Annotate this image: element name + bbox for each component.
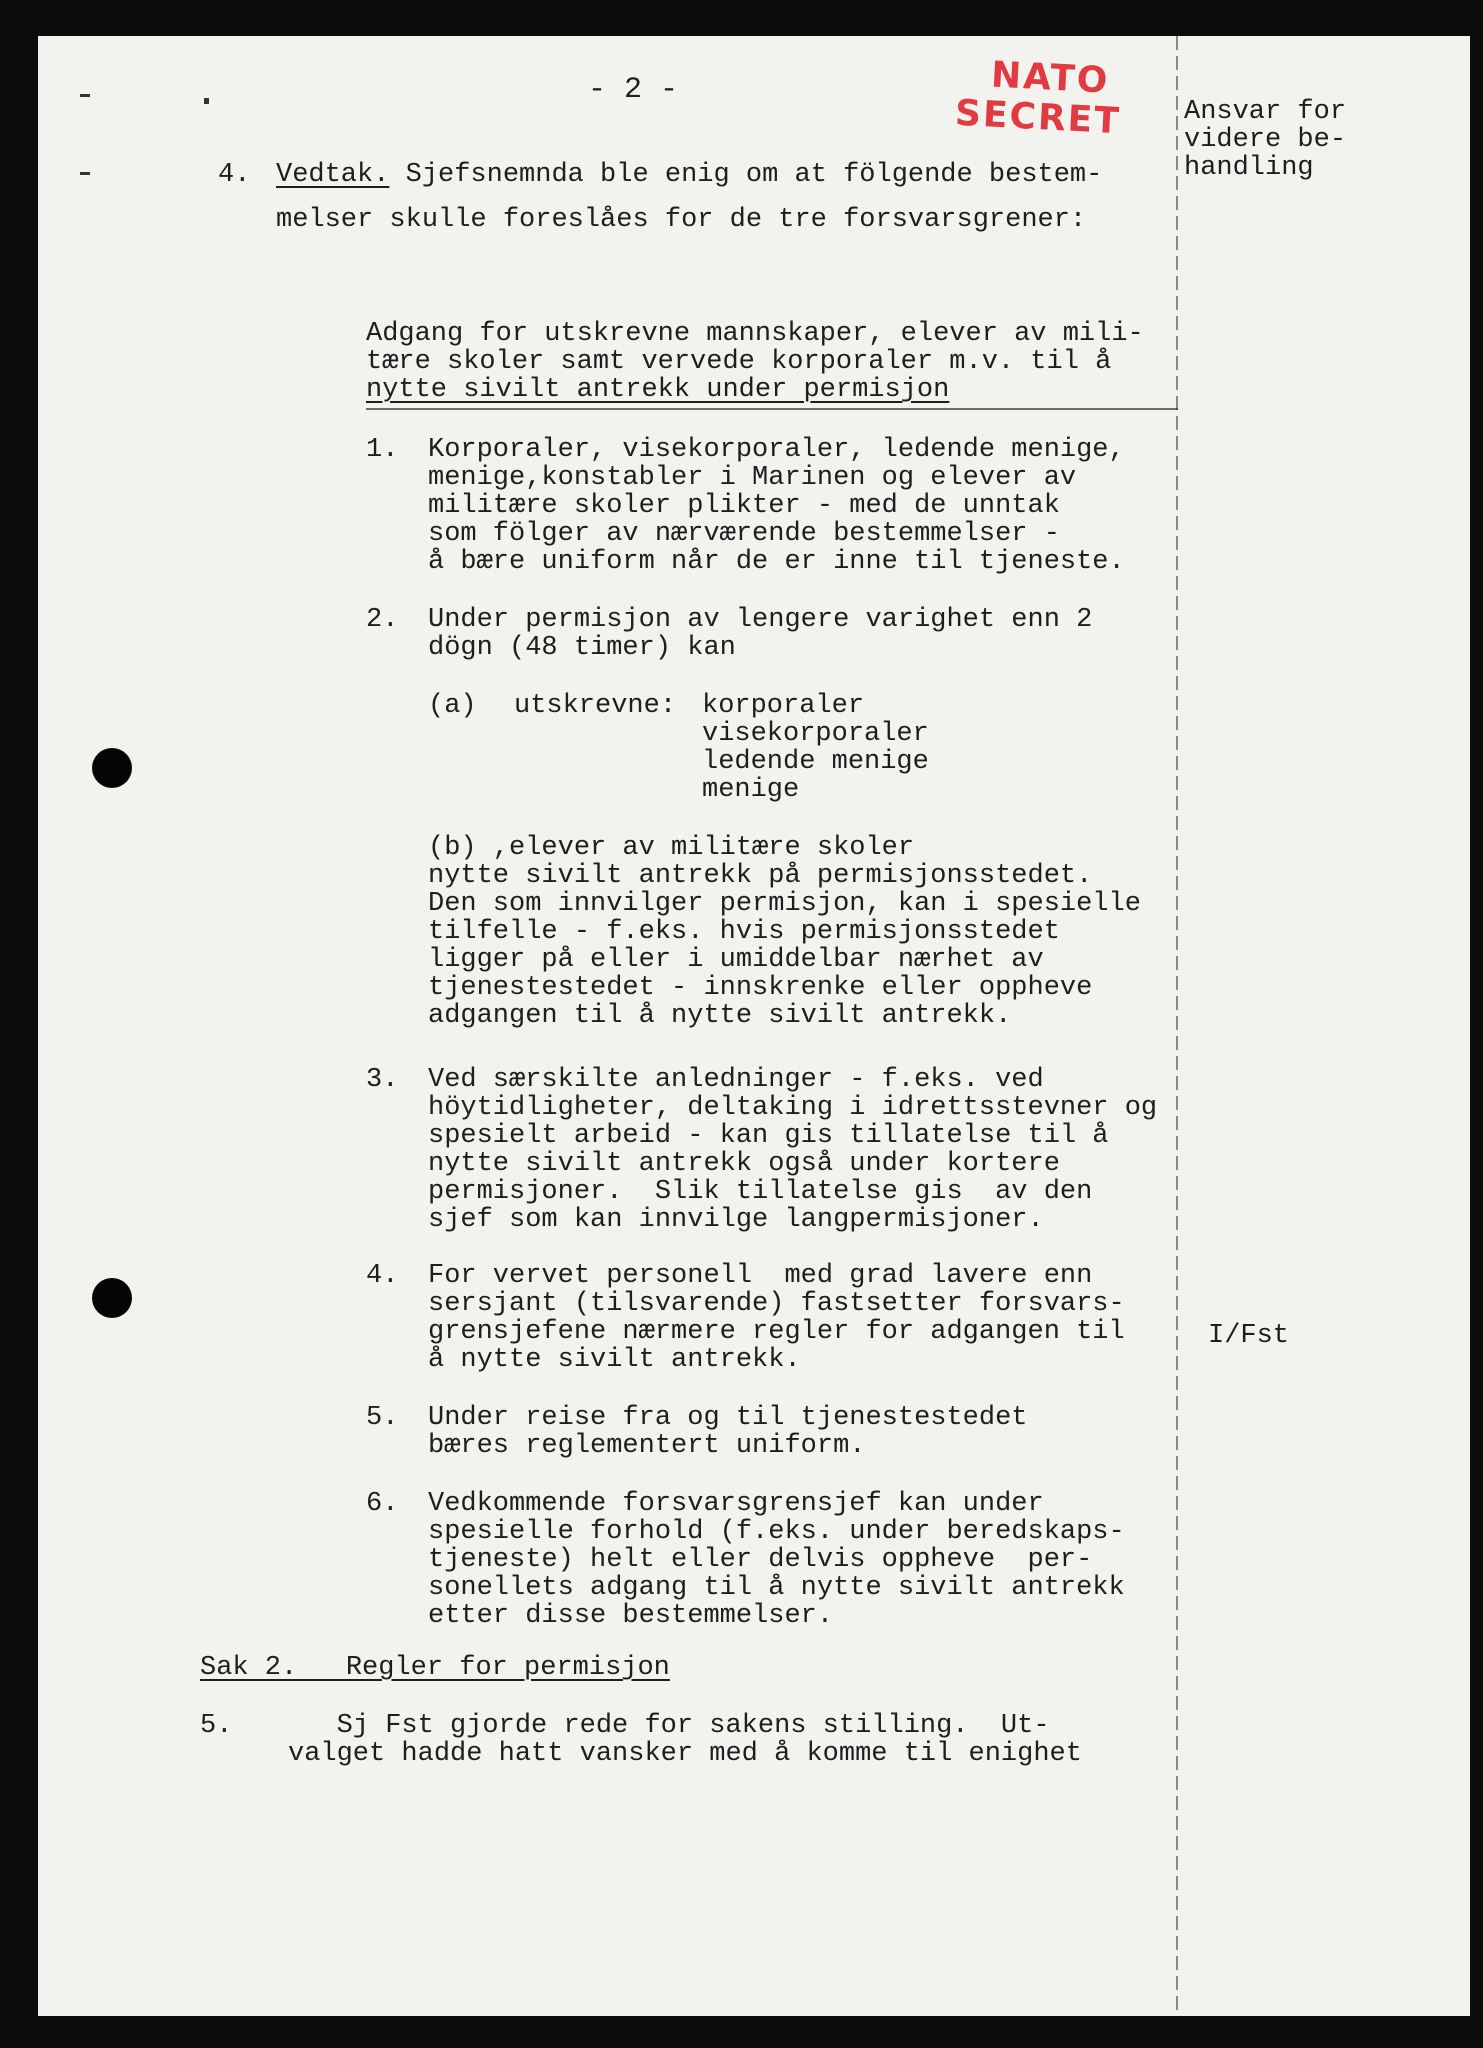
margin-heading-line-1: Ansvar for	[1184, 97, 1347, 127]
item-6-line: sonellets adgang til å nytte sivilt antrekk	[428, 1573, 1125, 1603]
section-intro	[276, 161, 1102, 189]
item-2-b-line: (b) ,elever av militære skoler	[428, 833, 915, 863]
item-1-line: militære skoler plikter - med de unntak	[428, 491, 1060, 521]
item-number: 2.	[366, 605, 399, 635]
item-2-rest-line: nytte sivilt antrekk på permisjonsstedet.	[428, 861, 1093, 891]
item-4-line: grensjefene nærmere regler for adgangen til	[428, 1317, 1125, 1347]
item-5-line: bæres reglementert uniform.	[428, 1431, 866, 1461]
item-1-line: å bære uniform når de er inne til tjeneste.	[428, 547, 1125, 577]
rules-title-line-2: tære skoler samt vervede korporaler m.v. til å	[366, 347, 1112, 377]
item-3-line: sjef som kan innvilge langpermisjoner.	[428, 1205, 1044, 1235]
nato-secret-stamp	[954, 54, 1124, 143]
item-6-line: Vedkommende forsvarsgrensjef kan under	[428, 1489, 1044, 1519]
item-2-a-list-entry: korporaler	[702, 691, 865, 721]
stamp-line-2: SECRET	[954, 92, 1122, 143]
section-label: Vedtak.	[276, 160, 390, 190]
section-intro-line-2: melser skulle foreslåes for de tre forsvarsgrener:	[276, 205, 1087, 235]
item-2-a-list-entry: menige	[702, 775, 800, 805]
item-3-line: nytte sivilt antrekk også under kortere	[428, 1149, 1060, 1179]
item-2-rest-line: tilfelle - f.eks. hvis permisjonsstedet	[428, 917, 1060, 947]
item-5-line: Under reise fra og til tjenestestedet	[428, 1403, 1028, 1433]
sak2-line-1: Sj Fst gjorde rede for sakens stilling. Ut-	[288, 1711, 1050, 1741]
margin-heading-line-2: videre be-	[1184, 125, 1347, 155]
item-2-line: dögn (48 timer) kan	[428, 633, 736, 663]
punch-hole	[92, 1278, 132, 1318]
item-2-a-term: utskrevne:	[514, 691, 677, 721]
item-2-a-label: (a)	[428, 691, 477, 721]
margin-heading-line-3: handling	[1184, 153, 1314, 183]
item-2-rest-line: adgangen til å nytte sivilt antrekk.	[428, 1001, 1012, 1031]
item-number: 3.	[366, 1065, 399, 1095]
item-2-line: Under permisjon av lengere varighet enn 2	[428, 605, 1093, 635]
item-3-line: permisjoner. Slik tillatelse gis av den	[428, 1177, 1093, 1207]
item-6-line: spesielle forhold (f.eks. under beredskaps-	[428, 1517, 1125, 1547]
item-1-line: Korporaler, visekorporaler, ledende menige,	[428, 435, 1125, 465]
item-2-rest-line: ligger på eller i umiddelbar nærhet av	[428, 945, 1044, 975]
item-4-line: For vervet personell med grad lavere enn	[428, 1261, 1093, 1291]
item-number: 4.	[366, 1261, 399, 1291]
rules-title-line-3: nytte sivilt antrekk under permisjon	[366, 375, 950, 405]
sak2-number: 5.	[200, 1711, 233, 1741]
item-2-rest-line: tjenestestedet - innskrenke eller oppheve	[428, 973, 1093, 1003]
item-3-line: spesielt arbeid - kan gis tillatelse til å	[428, 1121, 1109, 1151]
item-1-line: som fölger av nærværende bestemmelser -	[428, 519, 1060, 549]
item-4-line: å nytte sivilt antrekk.	[428, 1345, 801, 1375]
item-2-rest-line: Den som innvilger permisjon, kan i spesielle	[428, 889, 1141, 919]
item-3-line: höytidligheter, deltaking i idrettsstevner og	[428, 1093, 1158, 1123]
item-3-line: Ved særskilte anledninger - f.eks. ved	[428, 1065, 1044, 1095]
item-1-line: menige,konstabler i Marinen og elever av	[428, 463, 1077, 493]
sak2-line-2: valget hadde hatt vansker med å komme til enighet	[288, 1739, 1082, 1769]
edge-mark	[80, 172, 90, 175]
page-number: - 2 -	[588, 73, 679, 107]
section-number: 4.	[218, 160, 251, 190]
title-underline	[366, 408, 1178, 410]
edge-mark	[80, 94, 90, 97]
item-2-a-list-entry: visekorporaler	[702, 719, 929, 749]
item-6-line: tjeneste) helt eller delvis oppheve per-	[428, 1545, 1093, 1575]
punch-hole	[92, 748, 132, 788]
item-number: 5.	[366, 1403, 399, 1433]
rules-title-line-1: Adgang for utskrevne mannskaper, elever av mili-	[366, 319, 1144, 349]
margin-note: I/Fst	[1208, 1321, 1290, 1351]
stamp-line-1: NATO	[990, 54, 1111, 102]
item-4-line: sersjant (tilsvarende) fastsetter forsvars-	[428, 1289, 1125, 1319]
item-6-line: etter disse bestemmelser.	[428, 1601, 834, 1631]
edge-mark	[204, 98, 209, 104]
item-number: 1.	[366, 435, 399, 465]
item-2-a-list-entry: ledende menige	[702, 747, 929, 777]
item-number: 6.	[366, 1489, 399, 1519]
margin-divider-line	[1176, 36, 1178, 2016]
sak2-heading: Sak 2. Regler for permisjon	[200, 1653, 670, 1683]
section-intro-rest: Sjefsnemnda ble enig om at fölgende bestem-	[389, 160, 1103, 190]
document-page	[38, 36, 1470, 2016]
